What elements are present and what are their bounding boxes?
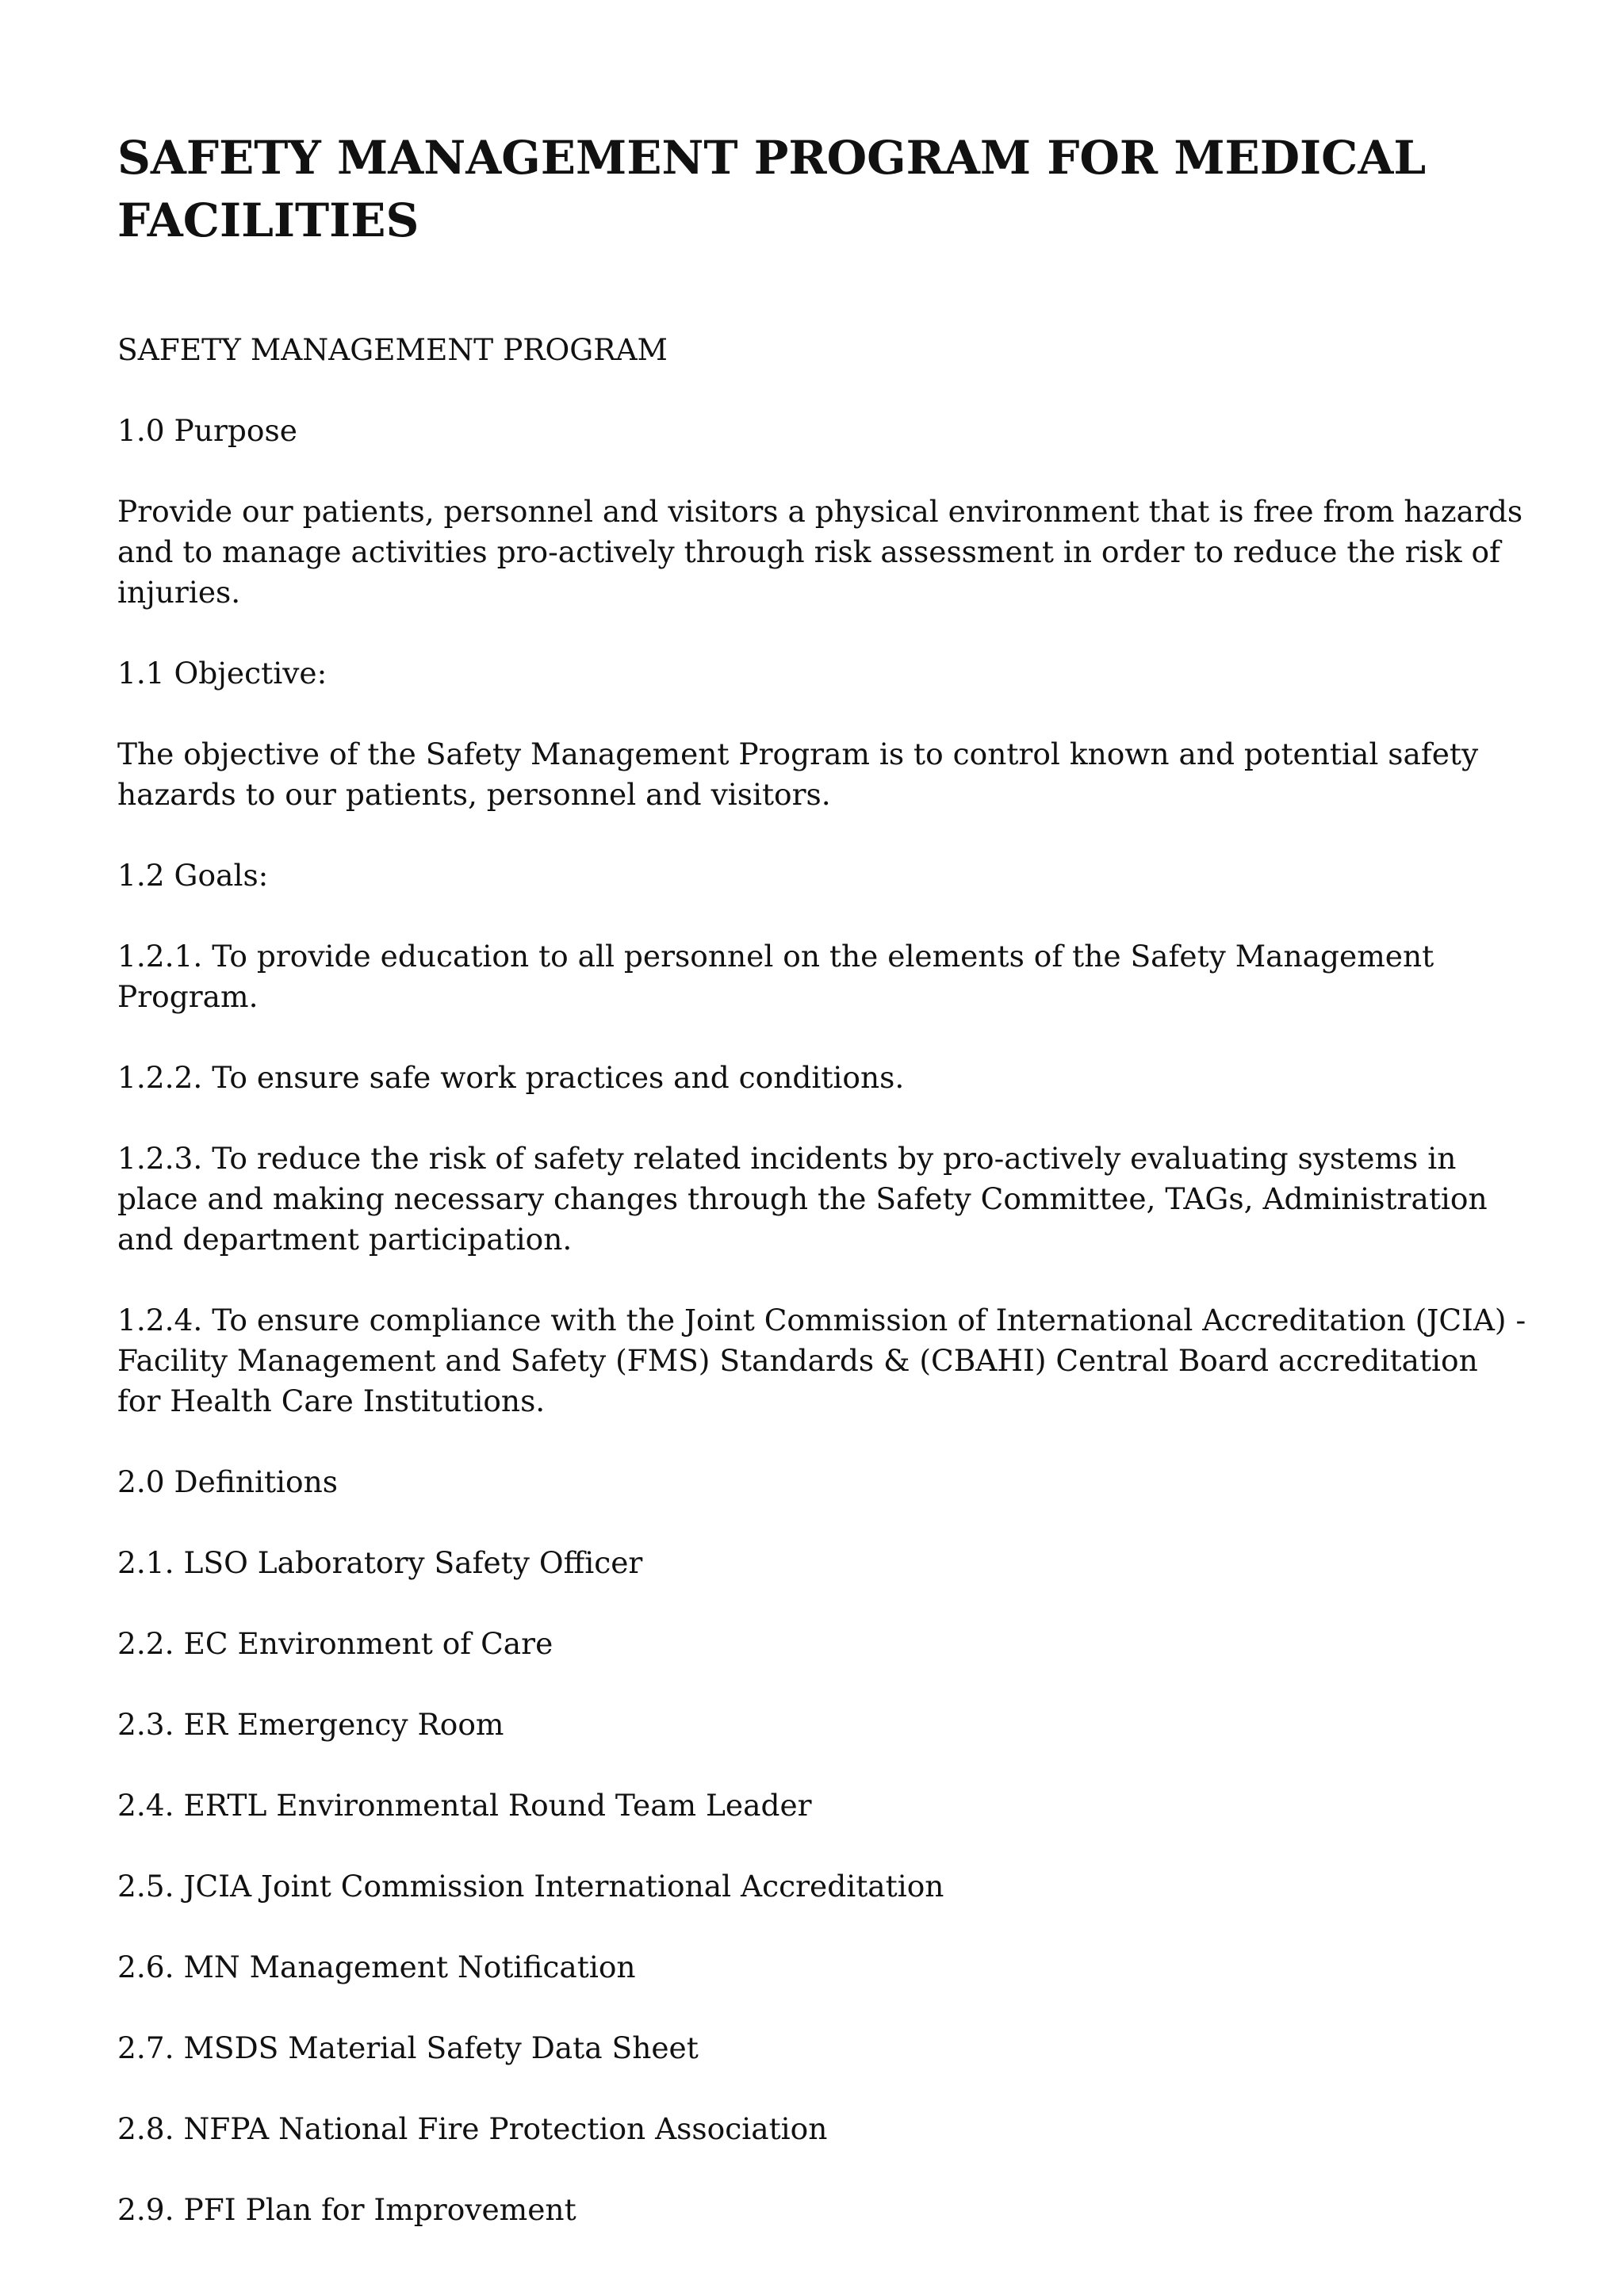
- goal-item: 1.2.1. To provide education to all personnel on the elements of the Safety Management Program.: [117, 939, 1434, 1014]
- definition-item: 2.5. JCIA Joint Commission International Accreditation: [117, 1869, 944, 1904]
- goal-item: 1.2.4. To ensure compliance with the Joint Commission of International Accreditation (JCIA) - Facility Management and Safety (FMS) Standards & (CBAHI) Central Board accreditation for Health Care Institutions.: [117, 1303, 1526, 1418]
- definition-item: 2.9. PFI Plan for Improvement: [117, 2192, 576, 2227]
- definition-item: 2.4. ERTL Environmental Round Team Leader: [117, 1788, 812, 1823]
- body-paragraph: The objective of the Safety Management Program is to control known and potential safety hazards to our patients, personnel and visitors.: [117, 737, 1479, 812]
- section-heading: SAFETY MANAGEMENT PROGRAM: [117, 332, 668, 367]
- document-title: SAFETY MANAGEMENT PROGRAM FOR MEDICAL FACILITIES: [117, 131, 1427, 247]
- body-paragraph: Provide our patients, personnel and visitors a physical environment that is free from hazards and to manage activities pro-actively through risk assessment in order to reduce the risk of injuries.: [117, 494, 1523, 610]
- definition-item: 2.8. NFPA National Fire Protection Association: [117, 2111, 828, 2146]
- section-heading: 1.1 Objective:: [117, 656, 327, 691]
- section-heading: 1.0 Purpose: [117, 413, 297, 448]
- section-heading: 1.2 Goals:: [117, 858, 269, 893]
- definition-item: 2.6. MN Management Notification: [117, 1950, 636, 1984]
- definition-item: 2.1. LSO Laboratory Safety Officer: [117, 1545, 643, 1580]
- document-page: [117, 127, 1529, 2271]
- goal-item: 1.2.3. To reduce the risk of safety related incidents by pro-actively evaluating systems in place and making necessary changes through the Safety Committee, TAGs, Administration and department participation.: [117, 1141, 1488, 1257]
- goal-item: 1.2.2. To ensure safe work practices and conditions.: [117, 1060, 905, 1095]
- definition-item: 2.7. MSDS Material Safety Data Sheet: [117, 2030, 699, 2065]
- section-heading: 2.0 Definitions: [117, 1464, 339, 1499]
- definition-item: 2.2. EC Environment of Care: [117, 1626, 553, 1661]
- definition-item: 2.3. ER Emergency Room: [117, 1707, 504, 1742]
